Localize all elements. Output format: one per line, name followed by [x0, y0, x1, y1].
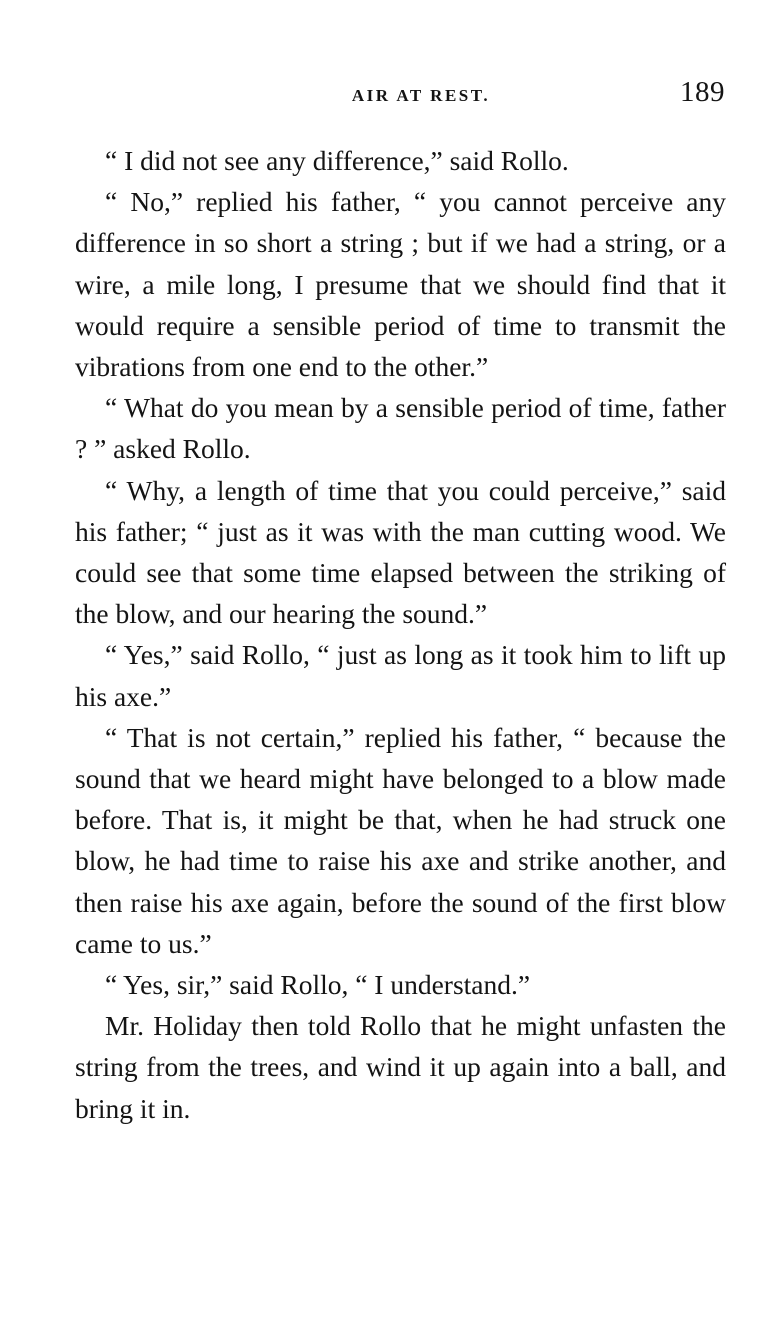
- paragraph: “ No,” replied his father, “ you cannot perceive any difference in so short a string ; but if we had a string, or a wire, a mile long, I presume that we should find that it would require a sensible period of time to transmit the vibrations from one end to the other.”: [75, 186, 726, 383]
- paragraph: “ Yes, sir,” said Rollo, “ I understand.”: [105, 969, 531, 1001]
- paragraph: “ Yes,” said Rollo, “ just as long as it took him to lift up his axe.”: [75, 639, 726, 712]
- body-text: [75, 140, 726, 1129]
- page-header: [75, 76, 727, 116]
- running-head: AIR AT REST.: [351, 86, 491, 105]
- paragraph: Mr. Holiday then told Rollo that he might unfasten the string from the trees, and wind it up again into a ball, and bring it in.: [75, 1010, 726, 1124]
- paragraph: “ What do you mean by a sensible period of time, father ? ” asked Rollo.: [75, 392, 726, 465]
- paragraph: “ That is not certain,” replied his father, “ because the sound that we heard might have belonged to a blow made before. That is, it might be that, when he had struck one blow, he had time to raise his axe and strike another, and then raise his axe again, before the sound of the first blow came to us.”: [75, 721, 726, 959]
- paragraph: “ I did not see any difference,” said Rollo.: [105, 145, 569, 176]
- paragraph: “ Why, a length of time that you could perceive,” said his father; “ just as it was with the man cutting wood. We could see that some time elapsed between the striking of the blow, and our hearing the sound.”: [75, 474, 726, 630]
- page-number: 189: [680, 76, 725, 108]
